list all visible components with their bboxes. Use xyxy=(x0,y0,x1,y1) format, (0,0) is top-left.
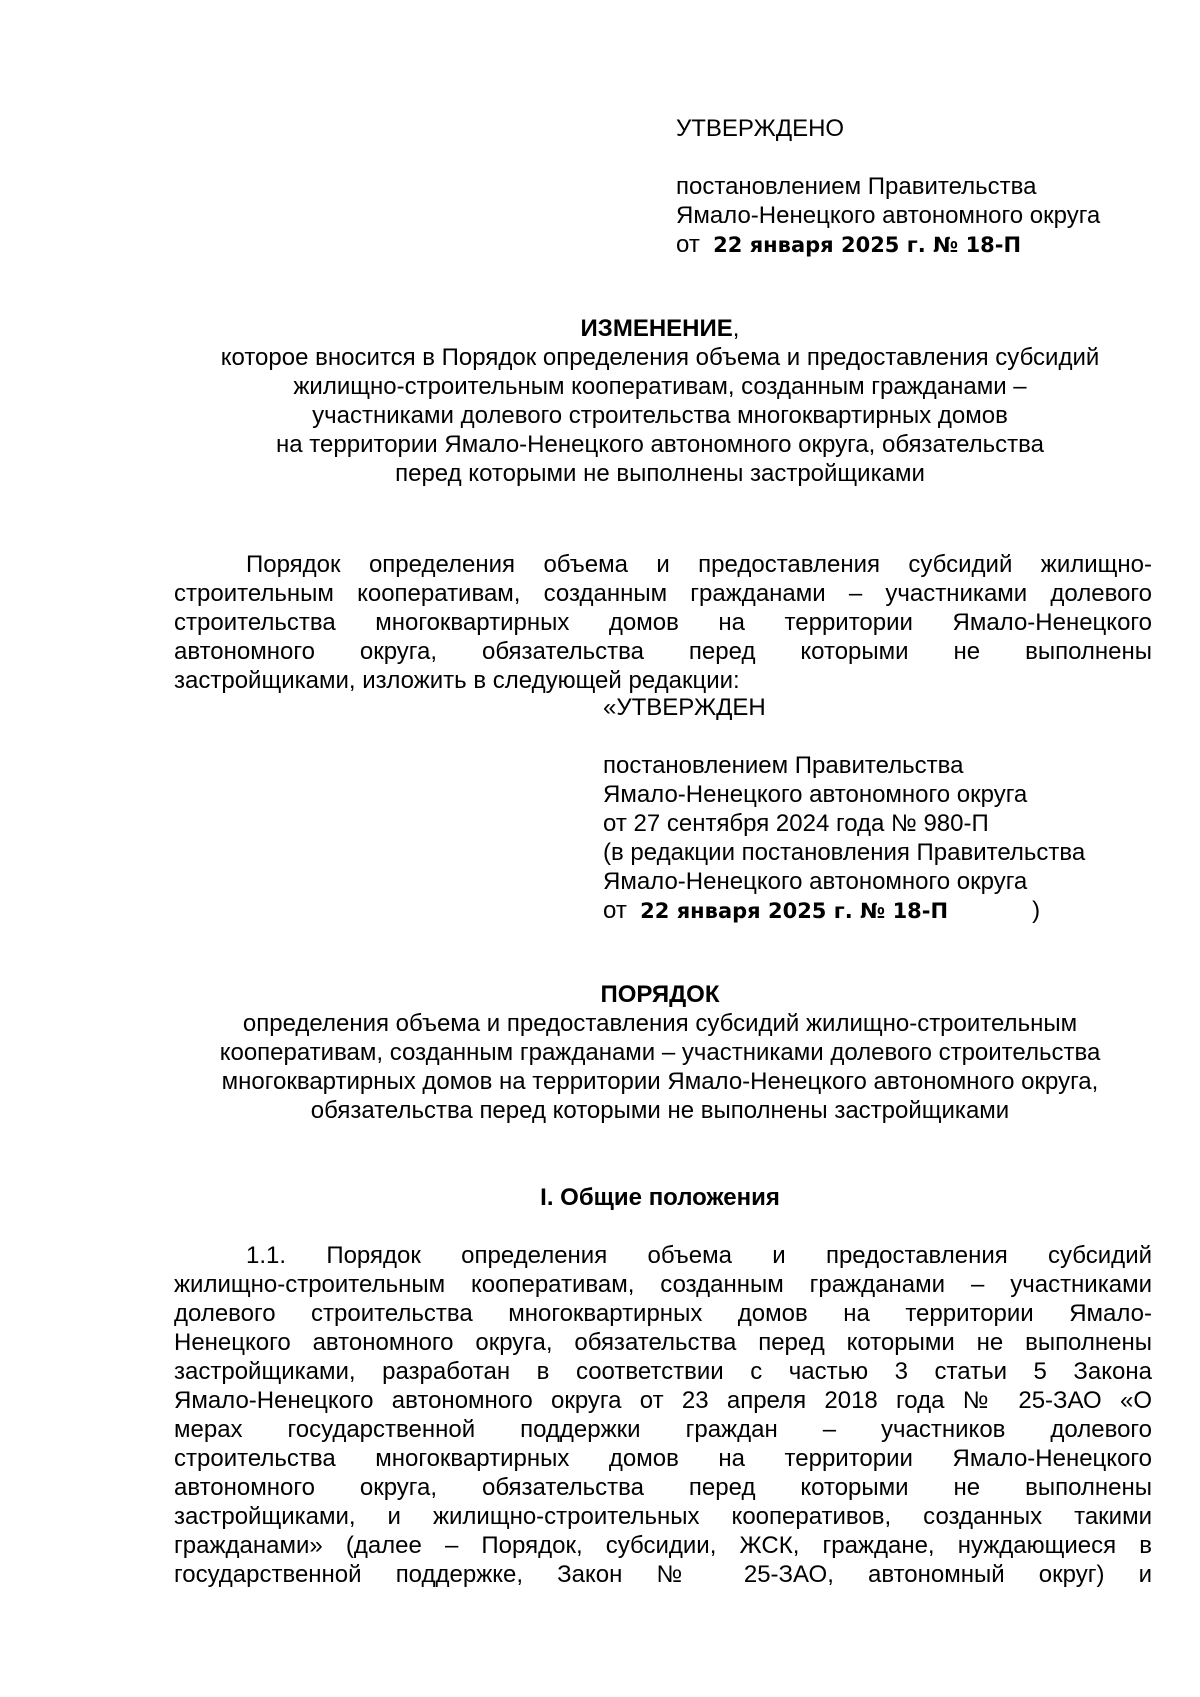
order-heading-line: обязательства перед которыми не выполнены застройщиками xyxy=(310,1097,1010,1124)
paragraph-line: государственной поддержке, Закон № 25-ЗАО, автономный округ) и xyxy=(174,1561,1152,1588)
approved-date-prefix: от xyxy=(603,897,627,924)
paragraph-line: гражданами» (далее – Порядок, субсидии, ЖСК, граждане, нуждающиеся в xyxy=(174,1532,1152,1559)
approval-date-number: 22 января 2025 г. № 18-П xyxy=(713,233,1022,257)
paragraph-line: застройщиками, и жилищно-строительных кооперативов, созданных такими xyxy=(174,1503,1152,1530)
change-heading-line: участниками долевого строительства многоквартирных домов xyxy=(312,402,1008,429)
paragraph-line: застройщиками, разработан в соответствии с частью 3 статьи 5 Закона xyxy=(174,1358,1152,1385)
paragraph-line: мерах государственной поддержки граждан – участников долевого xyxy=(174,1416,1152,1443)
paragraph-line: Ненецкого автономного округа, обязательства перед которыми не выполнены xyxy=(174,1329,1152,1356)
change-heading-line: которое вносится в Порядок определения объема и предоставления субсидий xyxy=(220,344,1100,371)
change-title: ИЗМЕНЕНИЕ xyxy=(580,315,733,342)
change-heading-line: на территории Ямало-Ненецкого автономного округа, обязательства xyxy=(276,431,1044,458)
paragraph-line: строительства многоквартирных домов на территории Ямало-Ненецкого xyxy=(174,1445,1152,1472)
paragraph-line: 1.1. Порядок определения объема и предоставления субсидий xyxy=(246,1242,1152,1269)
intro-line: автономного округа, обязательства перед которыми не выполнены xyxy=(174,638,1152,665)
order-heading-line: многоквартирных домов на территории Ямало-Ненецкого автономного округа, xyxy=(221,1068,1099,1095)
paragraph-line: Ямало-Ненецкого автономного округа от 23 апреля 2018 года № 25-ЗАО «О xyxy=(174,1387,1152,1414)
section-title: I. Общие положения xyxy=(540,1184,780,1211)
paragraph-1-1 xyxy=(174,1241,1152,1589)
change-title-line xyxy=(160,314,1160,343)
order-title: ПОРЯДОК xyxy=(600,981,720,1008)
approved-title: «УТВЕРЖДЕН xyxy=(603,694,766,721)
paragraph-line: жилищно-строительным кооперативам, созданным гражданами – участниками xyxy=(174,1271,1152,1298)
order-heading-line: определения объема и предоставления субсидий жилищно-строительным xyxy=(242,1010,1078,1037)
intro-line: застройщиками, изложить в следующей редакции: xyxy=(174,667,740,694)
order-heading-line: кооперативам, созданным гражданами – участниками долевого строительства xyxy=(219,1039,1101,1066)
approved-date-number: 22 января 2025 г. № 18-П xyxy=(640,899,949,923)
intro-line: строительным кооперативам, созданным гражданами – участниками долевого xyxy=(174,580,1152,607)
approved-line: (в редакции постановления Правительства xyxy=(603,839,1086,866)
change-heading-line: жилищно-строительным кооперативам, созданным гражданами – xyxy=(293,373,1027,400)
change-title-punct: , xyxy=(732,315,740,342)
intro-line: Порядок определения объема и предоставления субсидий жилищно- xyxy=(246,551,1152,578)
approved-line: от 27 сентября 2024 года № 980-П xyxy=(603,810,989,837)
approval-line-2: Ямало-Ненецкого автономного округа xyxy=(676,202,1101,229)
paragraph-line: автономного округа, обязательства перед которыми не выполнены xyxy=(174,1474,1152,1501)
paragraph-line: долевого строительства многоквартирных домов на территории Ямало- xyxy=(174,1300,1152,1327)
approval-block xyxy=(676,114,1176,259)
intro-line: строительства многоквартирных домов на территории Ямало-Ненецкого xyxy=(174,609,1152,636)
section-title-block xyxy=(160,1183,1160,1212)
approval-title: УТВЕРЖДЕНО xyxy=(676,115,845,142)
change-heading-line: перед которыми не выполнены застройщиками xyxy=(395,460,925,487)
change-heading xyxy=(160,314,1160,488)
approved-line: постановлением Правительства xyxy=(603,752,964,779)
approved-closing: ) xyxy=(1032,897,1041,924)
approval-date-line xyxy=(676,230,1176,259)
approved-date-line xyxy=(603,896,1163,925)
approved-line: Ямало-Ненецкого автономного округа xyxy=(603,868,1028,895)
approved-line: Ямало-Ненецкого автономного округа xyxy=(603,781,1028,808)
approval-date-prefix: от xyxy=(676,231,700,258)
approval-line-1: постановлением Правительства xyxy=(676,173,1037,200)
intro-paragraph xyxy=(174,550,1152,695)
order-heading xyxy=(160,980,1160,1125)
approved-block xyxy=(603,693,1163,925)
